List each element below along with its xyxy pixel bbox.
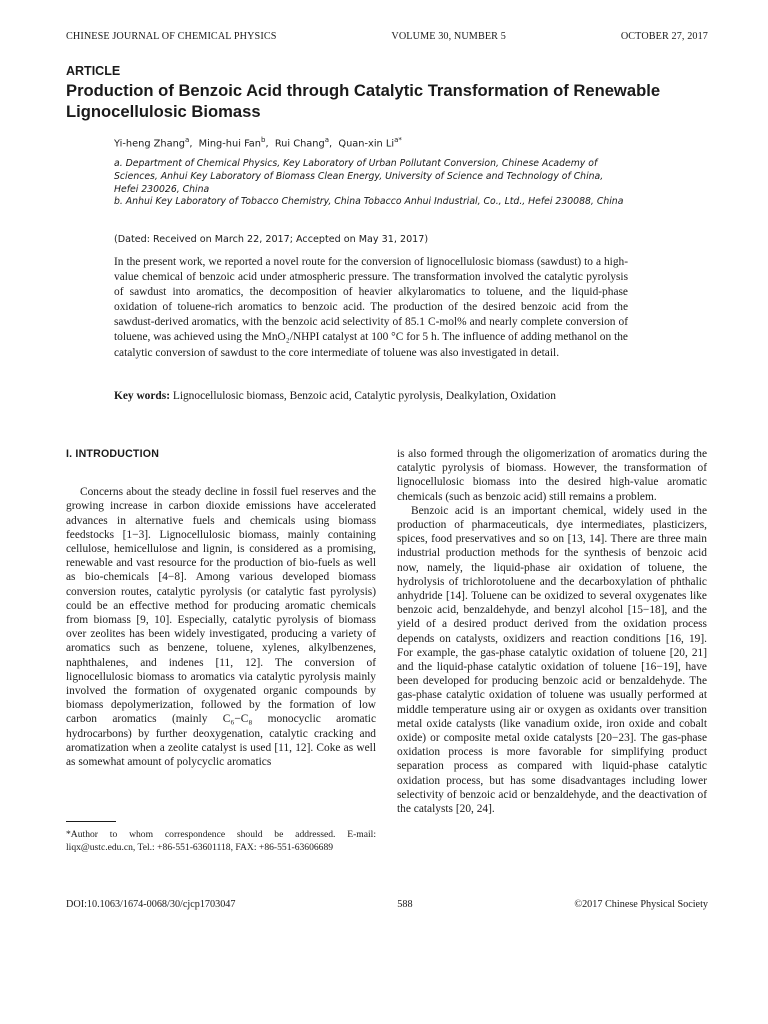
received-accepted-dates: (Dated: Received on March 22, 2017; Accepted on May 31, 2017)	[114, 234, 429, 245]
author-name: Quan-xin Li	[338, 138, 395, 150]
keywords	[114, 389, 628, 404]
doi: DOI:10.1063/1674-0068/30/cjcp1703047	[66, 899, 236, 910]
article-type-label: ARTICLE	[66, 64, 121, 78]
author-affiliation-mark: a	[324, 136, 330, 144]
journal-name: CHINESE JOURNAL OF CHEMICAL PHYSICS	[66, 31, 277, 42]
issue-date: OCTOBER 27, 2017	[620, 31, 708, 42]
page-footer	[66, 899, 708, 910]
abstract: In the present work, we reported a novel route for the conversion of lignocellulosic biomass (sawdust) to a high-value chemical of benzoic acid under atmospheric pressure. The transformation involved the catalytic pyrolysis of sawdust into aromatics, the decomposition of heavier alkylaromatics to toluene, and the liquid-phase oxidation of toluene-rich aromatics to benzoic acid. The production of the desired benzoic acid from the sawdust-derived aromatics, with the benzoic acid selectivity of 85.1 C-mol% and nearly complete conversion of toluene, was achieved using the MnO₂/NHPI catalyst at 100 °C for 5 h. The influence of adding methanol on the catalytic conversion of sawdust to the core intermediate of toluene was also investigated in detail.	[114, 256, 628, 359]
right-column	[397, 447, 707, 816]
left-column	[66, 447, 376, 769]
author-name: Ming-hui Fan	[198, 138, 262, 150]
volume-number: VOLUME 30, NUMBER 5	[391, 31, 506, 42]
section-heading-introduction: I. INTRODUCTION	[66, 448, 160, 460]
running-head	[66, 31, 708, 42]
affiliation-b: b. Anhui Key Laboratory of Tobacco Chemistry, China Tobacco Anhui Industrial, Co., Ltd., Hefei 230088, China	[114, 196, 624, 207]
keywords-text: Lignocellulosic biomass, Benzoic acid, Catalytic pyrolysis, Dealkylation, Oxidation	[172, 390, 556, 402]
author-affiliation-mark: b	[261, 136, 266, 144]
copyright: ©2017 Chinese Physical Society	[574, 899, 708, 910]
footnote-divider	[66, 821, 116, 822]
affiliation-a: a. Department of Chemical Physics, Key Laboratory of Urban Pollutant Conversion, Chinese Academy of Sciences, Anhui Key Laboratory of Biomass Clean Energy, University of Science and Technology of China, Hefei 230026, China	[114, 158, 604, 196]
intro-paragraph: Concerns about the steady decline in fossil fuel reserves and the growing increase in carbon dioxide emissions have accelerated advances in alternative fuels and chemicals using biomass feedstocks [1−3]. Lignocellulosic biomass, mainly containing cellulose, hemicellulose and lignin, is considered as a promising, renewable and vast resource for the production of bio-fuels as well as bio-chemicals [4−8]. Among various developed biomass conversion routes, catalytic pyrolysis (or catalytic fast pyrolysis) could be an effective method for producing aromatic chemicals from biomass [9, 10]. Especially, catalytic pyrolysis of biomass over zeolites has been widely investigated, producing a variety of aromatics such as benzene, toluene, xylenes, alkylbenzenes, naphthalenes, and indenes [11, 12]. The conversion of lignocellulosic biomass to aromatics via catalytic pyrolysis mainly involved the formation of oxygenated organic compounds by biomass depolymerization, followed by the formation of low carbon aromatics (mainly C₆−C₈ monocyclic aromatic hydrocarbons) by further deoxygenation, catalytic cracking and aromatization when a zeolite catalyst is used [11, 12]. Coke as well as somewhat amount of polycyclic aromatics	[66, 486, 376, 769]
author-affiliation-mark: a	[185, 136, 190, 144]
page-number: 588	[397, 899, 413, 910]
paper-title: Production of Benzoic Acid through Catalytic Transformation of Renewable Lignocellulosic Biomass	[66, 81, 661, 121]
correspondence-footnote: *Author to whom correspondence should be addressed. E-mail: liqx@ustc.edu.cn, Tel.: +86-551-63601118, FAX: +86-551-63606689	[66, 829, 376, 853]
intro-paragraph: Benzoic acid is an important chemical, widely used in the production of pharmaceuticals, dye intermediates, plasticizers, spices, food preservatives and so on [13, 14]. There are three main industrial production methods for the synthesis of benzoic acid now, namely, the liquid-phase air oxidation of toluene, the hydrolysis of trichlorotoluene and the decarboxylation of phthalic anhydride [14]. Toluene can be oxidized to several oxygenates like benzoic acid, benzaldehyde, and benzyl alcohol [15−18], and the yield of a desired product derived from the oxidation process depends on catalysts, oxidizers and reaction conditions [16, 19]. For example, the gas-phase catalytic oxidation of toluene [20, 21] and the liquid-phase catalytic oxidation of toluene [16−19], have been developed for producing benzoic acid or benzaldehyde. The gas-phase catalytic oxidation of toluene was usually performed at middle temperature using air or oxygen as oxidants over transition metal oxide catalysts (like vanadium oxide, iron oxide and cobalt oxide) or composite metal oxide catalysts [20−23]. The gas-phase oxidation process is more favorable for simplifying product separation process as compared with liquid-phase catalytic oxidation process, but has some disadvantages including lower selectivity of benzoic acid or benzaldehyde, and the deactivation of the catalysts [20, 24].	[397, 504, 707, 816]
author-list: Yi-heng Zhang$^a$, Ming-hui Fan$^b$, Rui Chang$^a$, Quan-xin $Li^{a*}$	[114, 136, 402, 150]
author-affiliation-mark: a*	[394, 136, 402, 144]
keywords-label: Key words:	[114, 390, 170, 402]
author-name: Yi-heng Zhang	[114, 138, 186, 150]
author-name: Rui Chang	[274, 138, 325, 150]
intro-paragraph-continued: is also formed through the oligomerization of aromatics during the catalytic pyrolysis of biomass. However, the transformation of lignocellulosic biomass into the desired high-value aromatic chemicals (such as benzoic acid) still remains a problem.	[397, 448, 707, 503]
